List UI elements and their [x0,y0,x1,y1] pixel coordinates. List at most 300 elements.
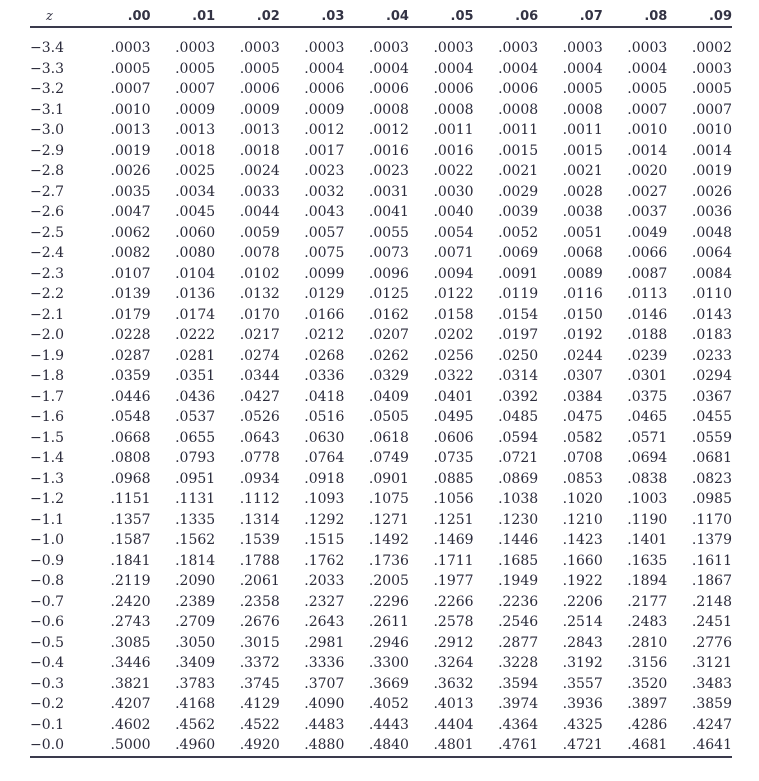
probability-cell: .1056 [433,491,474,507]
probability-cell: .3085 [110,634,151,651]
z-value-cell: −1.0 [30,532,64,548]
probability-cell: .0885 [433,470,474,487]
table-row [30,284,732,305]
probability-cell: .0322 [433,368,474,384]
table-row [30,264,732,285]
probability-cell: .0721 [498,450,539,466]
probability-cell: .0475 [562,409,603,425]
probability-cell: .0003 [562,40,603,56]
table-row [30,715,732,736]
probability-cell: .1379 [691,532,732,548]
probability-cell: .0301 [627,368,668,384]
probability-cell: .4681 [603,735,668,757]
probability-cell: .3264 [433,655,474,671]
probability-cell: .0026 [110,163,151,179]
probability-cell: .0139 [110,286,151,302]
probability-cell: .4562 [175,716,216,733]
probability-cell: .0071 [433,245,474,261]
probability-cell: .2296 [368,593,409,610]
z-value-cell: −1.8 [30,368,64,384]
probability-cell: .4840 [344,735,409,757]
probability-cell: .0041 [368,204,409,220]
probability-cell: .0009 [175,101,216,118]
probability-cell: .0122 [433,286,474,302]
probability-cell: .0934 [239,470,280,487]
probability-cell: .0037 [627,204,668,220]
probability-cell: .4207 [110,696,151,712]
probability-cell: .0516 [304,409,345,425]
probability-cell: .0869 [498,470,539,487]
probability-cell: .0222 [175,327,216,343]
probability-cell: .4801 [409,735,474,757]
probability-cell: .0012 [368,122,409,138]
probability-cell: .3707 [304,675,345,692]
probability-cell: .0778 [239,450,280,466]
probability-cell: .0011 [498,122,539,138]
z-value-cell: −0.2 [30,696,64,712]
header-col-08: .08 [603,6,668,27]
probability-cell: .4052 [368,696,409,712]
probability-cell: .4364 [498,716,539,733]
probability-cell: .0107 [110,265,151,282]
probability-cell: .0643 [239,429,280,446]
probability-cell: .0281 [175,347,216,364]
probability-cell: .1562 [175,532,216,548]
probability-cell: .0392 [498,388,539,405]
z-value-cell: −1.6 [30,409,64,425]
probability-cell: .1894 [627,573,668,589]
probability-cell: .0021 [562,163,603,179]
probability-cell: .0003 [368,40,409,56]
z-value-cell: −2.1 [30,306,64,323]
probability-cell: .0465 [627,409,668,425]
probability-cell: .0901 [368,470,409,487]
table-row [30,182,732,203]
probability-cell: .0526 [239,409,280,425]
probability-cell: .4522 [239,716,280,733]
probability-cell: .0274 [239,347,280,364]
probability-cell: .0045 [175,204,216,220]
header-col-09: .09 [667,6,732,27]
z-value-cell: −0.0 [30,735,86,757]
probability-cell: .1867 [691,573,732,589]
probability-cell: .0116 [562,286,603,302]
probability-cell: .1762 [304,552,345,569]
probability-cell: .0606 [433,429,474,446]
probability-cell: .0681 [691,450,732,466]
table-row [30,592,732,613]
probability-cell: .0019 [110,142,151,159]
probability-cell: .1151 [110,491,151,507]
probability-cell: .4404 [433,716,474,733]
probability-cell: .0028 [562,183,603,200]
probability-cell: .0078 [239,245,280,261]
probability-cell: .0188 [627,327,668,343]
probability-cell: .0054 [433,224,474,241]
probability-cell: .0010 [691,122,732,138]
probability-cell: .0018 [175,142,216,159]
probability-cell: .0003 [498,40,539,56]
probability-cell: .1949 [498,573,539,589]
probability-cell: .1611 [691,552,732,569]
probability-cell: .0015 [562,142,603,159]
probability-cell: .3783 [175,675,216,692]
probability-cell: .0110 [691,286,732,302]
probability-cell: .0594 [498,429,539,446]
probability-cell: .3859 [691,696,732,712]
probability-cell: .0217 [239,327,280,343]
probability-cell: .2709 [175,614,216,630]
probability-cell: .0040 [433,204,474,220]
z-table [30,6,732,758]
probability-cell: .1170 [691,511,732,528]
probability-cell: .0023 [368,163,409,179]
table-row [30,120,732,141]
probability-cell: .0008 [562,101,603,118]
probability-cell: .0537 [175,409,216,425]
probability-cell: .1539 [239,532,280,548]
probability-cell: .0039 [498,204,539,220]
probability-cell: .3594 [498,675,539,692]
probability-cell: .0003 [110,40,151,56]
probability-cell: .0174 [175,306,216,323]
probability-cell: .0030 [433,183,474,200]
probability-cell: .4880 [280,735,345,757]
probability-cell: .1515 [304,532,345,548]
z-value-cell: −0.1 [30,716,64,733]
probability-cell: .0136 [175,286,216,302]
probability-cell: .0314 [498,368,539,384]
probability-cell: .1922 [562,573,603,589]
z-value-cell: −2.3 [30,265,64,282]
z-value-cell: −3.0 [30,122,64,138]
probability-cell: .2327 [304,593,345,610]
probability-cell: .0008 [368,101,409,118]
z-value-cell: −0.8 [30,573,64,589]
probability-cell: .0708 [562,450,603,466]
z-value-cell: −0.6 [30,614,64,630]
probability-cell: .0091 [498,265,539,282]
z-value-cell: −3.1 [30,101,64,118]
probability-cell: .0003 [239,40,280,56]
probability-cell: .0125 [368,286,409,302]
table-row [30,161,732,182]
probability-cell: .0023 [304,163,345,179]
probability-cell: .0060 [175,224,216,241]
probability-cell: .1003 [627,491,668,507]
z-value-cell: −3.2 [30,81,64,97]
probability-cell: .0018 [239,142,280,159]
probability-cell: .2420 [110,593,151,610]
probability-cell: .0059 [239,224,280,241]
table-row [30,141,732,162]
probability-cell: .1401 [627,532,668,548]
probability-cell: .0668 [110,429,151,446]
probability-cell: .0179 [110,306,151,323]
table-row [30,59,732,80]
probability-cell: .0183 [691,327,732,343]
probability-cell: .0003 [627,40,668,56]
probability-cell: .0401 [433,388,474,405]
probability-cell: .4721 [538,735,603,757]
probability-cell: .0003 [304,40,345,56]
probability-cell: .0057 [304,224,345,241]
probability-cell: .4443 [368,716,409,733]
probability-cell: .1788 [239,552,280,569]
probability-cell: .1736 [368,552,409,569]
probability-cell: .0446 [110,388,151,405]
probability-cell: .0985 [691,491,732,507]
probability-cell: .0026 [691,183,732,200]
table-row [30,510,732,531]
probability-cell: .0436 [175,388,216,405]
probability-cell: .2236 [498,593,539,610]
probability-cell: .0008 [498,101,539,118]
probability-cell: .0069 [498,245,539,261]
probability-cell: .0029 [498,183,539,200]
probability-cell: .0202 [433,327,474,343]
probability-cell: .1841 [110,552,151,569]
probability-cell: .3372 [239,655,280,671]
probability-cell: .2776 [691,634,732,651]
probability-cell: .1093 [304,491,345,507]
z-value-cell: −2.6 [30,204,64,220]
probability-cell: .0008 [433,101,474,118]
probability-cell: .1357 [110,511,151,528]
probability-cell: .3520 [627,675,668,692]
probability-cell: .0094 [433,265,474,282]
probability-cell: .1685 [498,552,539,569]
probability-cell: .0007 [627,101,668,118]
probability-cell: .0003 [433,40,474,56]
probability-cell: .2578 [433,614,474,630]
table-row [30,325,732,346]
z-value-cell: −2.8 [30,163,64,179]
probability-cell: .0005 [691,81,732,97]
probability-cell: .0951 [175,470,216,487]
probability-cell: .0004 [498,60,539,77]
probability-cell: .0002 [691,40,732,56]
probability-cell: .1112 [239,491,280,507]
probability-cell: .0003 [691,60,732,77]
table-row [30,735,732,757]
probability-cell: .1446 [498,532,539,548]
probability-cell: .1711 [433,552,474,569]
probability-cell: .4602 [110,716,151,733]
probability-cell: .3897 [627,696,668,712]
probability-cell: .0485 [498,409,539,425]
probability-cell: .2061 [239,573,280,589]
probability-cell: .2877 [498,634,539,651]
table-row [30,366,732,387]
table-row [30,489,732,510]
header-col-03: .03 [280,6,345,27]
probability-cell: .3632 [433,675,474,692]
probability-cell: .1977 [433,573,474,589]
probability-cell: .0075 [304,245,345,261]
header-col-06: .06 [474,6,539,27]
table-row [30,469,732,490]
probability-cell: .0068 [562,245,603,261]
probability-cell: .2912 [433,634,474,651]
probability-cell: .0013 [175,122,216,138]
probability-cell: .0146 [627,306,668,323]
header-row [30,6,732,27]
z-value-cell: −2.7 [30,183,64,200]
probability-cell: .3336 [304,655,345,671]
z-value-cell: −2.0 [30,327,64,343]
probability-cell: .0166 [304,306,345,323]
probability-cell: .0004 [627,60,668,77]
probability-cell: .0244 [562,347,603,364]
probability-cell: .0119 [498,286,539,302]
probability-cell: .0021 [498,163,539,179]
probability-cell: .0158 [433,306,474,323]
probability-cell: .0064 [691,245,732,261]
probability-cell: .0015 [498,142,539,159]
header-col-00: .00 [86,6,151,27]
probability-cell: .0006 [304,81,345,97]
probability-cell: .0031 [368,183,409,200]
probability-cell: .2090 [175,573,216,589]
probability-cell: .2981 [304,634,345,651]
probability-cell: .0014 [691,142,732,159]
probability-cell: .3483 [691,675,732,692]
probability-cell: .4129 [239,696,280,712]
table-row [30,674,732,695]
probability-cell: .0344 [239,368,280,384]
probability-cell: .0838 [627,470,668,487]
probability-cell: .0007 [110,81,151,97]
probability-cell: .0495 [433,409,474,425]
header-col-07: .07 [538,6,603,27]
header-col-05: .05 [409,6,474,27]
probability-cell: .0764 [304,450,345,466]
table-row [30,407,732,428]
probability-cell: .3228 [498,655,539,671]
z-value-cell: −0.7 [30,593,64,610]
probability-cell: .0918 [304,470,345,487]
probability-cell: .0044 [239,204,280,220]
probability-cell: .1131 [175,491,216,507]
probability-cell: .0250 [498,347,539,364]
probability-cell: .0099 [304,265,345,282]
probability-cell: .0005 [175,60,216,77]
probability-cell: .0808 [110,450,151,466]
probability-cell: .0027 [627,183,668,200]
probability-cell: .0055 [368,224,409,241]
probability-cell: .0359 [110,368,151,384]
table-row [30,202,732,223]
probability-cell: .0009 [239,101,280,118]
probability-cell: .2643 [304,614,345,630]
probability-cell: .0582 [562,429,603,446]
probability-cell: .0052 [498,224,539,241]
probability-cell: .0571 [627,429,668,446]
probability-cell: .0409 [368,388,409,405]
probability-cell: .4247 [691,716,732,733]
probability-cell: .2005 [368,573,409,589]
probability-cell: .0793 [175,450,216,466]
probability-cell: .0035 [110,183,151,200]
table-row [30,38,732,59]
probability-cell: .0162 [368,306,409,323]
probability-cell: .0559 [691,429,732,446]
probability-cell: .0823 [691,470,732,487]
probability-cell: .0032 [304,183,345,200]
probability-cell: .0080 [175,245,216,261]
probability-cell: .0104 [175,265,216,282]
spacer-cell [30,27,732,38]
probability-cell: .0049 [627,224,668,241]
table-row [30,79,732,100]
probability-cell: .1314 [239,511,280,528]
probability-cell: .0268 [304,347,345,364]
probability-cell: .1423 [562,532,603,548]
probability-cell: .0170 [239,306,280,323]
probability-cell: .0082 [110,245,151,261]
z-value-cell: −2.5 [30,224,64,241]
probability-cell: .4090 [304,696,345,712]
table-row [30,694,732,715]
probability-cell: .0197 [498,327,539,343]
probability-cell: .4641 [667,735,732,757]
probability-cell: .3745 [239,675,280,692]
probability-cell: .0351 [175,368,216,384]
table-row [30,448,732,469]
probability-cell: .3121 [691,655,732,671]
probability-cell: .4013 [433,696,474,712]
probability-cell: .0005 [627,81,668,97]
probability-cell: .1587 [110,532,151,548]
probability-cell: .1230 [498,511,539,528]
probability-cell: .0062 [110,224,151,241]
probability-cell: .0749 [368,450,409,466]
probability-cell: .5000 [86,735,151,757]
table-row [30,100,732,121]
probability-cell: .2676 [239,614,280,630]
probability-cell: .0154 [498,306,539,323]
probability-cell: .3446 [110,655,151,671]
probability-cell: .0010 [110,101,151,118]
probability-cell: .0036 [691,204,732,220]
probability-cell: .2389 [175,593,216,610]
z-value-cell: −2.9 [30,142,64,159]
table-header [30,6,732,27]
table-row [30,612,732,633]
z-value-cell: −2.2 [30,286,64,302]
probability-cell: .0630 [304,429,345,446]
table-row [30,653,732,674]
probability-cell: .1814 [175,552,216,569]
z-value-cell: −0.9 [30,552,64,569]
z-value-cell: −1.4 [30,450,64,466]
z-value-cell: −0.5 [30,634,64,651]
probability-cell: .0022 [433,163,474,179]
probability-cell: .0024 [239,163,280,179]
probability-cell: .0129 [304,286,345,302]
table-body [30,27,732,757]
z-value-cell: −1.9 [30,347,64,364]
probability-cell: .0005 [110,60,151,77]
probability-cell: .3300 [368,655,409,671]
probability-cell: .0048 [691,224,732,241]
probability-cell: .4325 [562,716,603,733]
probability-cell: .1469 [433,532,474,548]
probability-cell: .0427 [239,388,280,405]
probability-cell: .2946 [368,634,409,651]
probability-cell: .0233 [691,347,732,364]
